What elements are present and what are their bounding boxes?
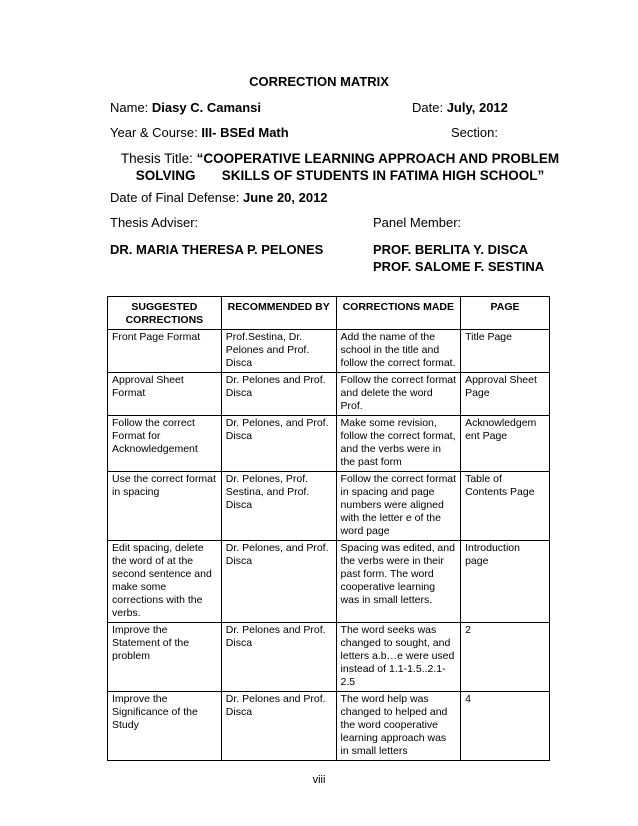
cell-page: Introduction page [461,541,550,623]
cell-corrections: Make some revision, follow the correct format, and the verbs were in the past form [336,416,461,472]
table-row [108,623,550,692]
thesis-title-line-2: SOLVING SKILLS OF STUDENTS IN FATIMA HIGH SCHOOL” [135,168,545,183]
adviser-name: DR. MARIA THERESA P. PELONES [110,242,324,257]
thesis-label: Thesis Title: [120,151,193,166]
header-suggested-corrections: SUGGESTED CORRECTIONS [108,297,222,330]
cell-suggested: Improve the Statement of the problem [108,623,222,692]
cell-recommended: Dr. Pelones and Prof. Disca [221,692,336,761]
cell-corrections: Follow the correct format in spacing and page numbers were aligned with the letter e of the word page [336,472,461,541]
panel-member-1: PROF. BERLITA Y. DISCA [373,242,529,257]
adviser-label: Thesis Adviser: [110,215,199,230]
cell-page: Table of Contents Page [461,472,550,541]
cell-recommended: Prof.Sestina, Dr. Pelones and Prof. Disca [221,330,336,373]
cell-suggested: Edit spacing, delete the word of at the second sentence and make some corrections with the verbs. [108,541,222,623]
table-row [108,373,550,416]
thesis-title-line-1: “COOPERATIVE LEARNING APPROACH AND PROBLEM [196,151,560,166]
cell-suggested: Front Page Format [108,330,222,373]
cell-suggested: Use the correct format in spacing [108,472,222,541]
cell-corrections: The word seeks was changed to sought, and letters a.b…e were used instead of 1.1-1.5..2.1-2.5 [336,623,461,692]
header-page: PAGE [461,297,550,330]
thesis-line-1 [110,150,570,167]
date-value: July, 2012 [446,100,508,115]
page-number: viii [312,774,326,786]
course-line [110,125,289,140]
cell-page: Title Page [461,330,550,373]
cell-recommended: Dr. Pelones and Prof. Disca [221,623,336,692]
table-header-row [108,297,550,330]
date-label: Date: [412,100,444,115]
course-value: III- BSEd Math [201,125,289,140]
name-label: Name: [110,100,149,115]
date-line [412,100,508,115]
cell-recommended: Dr. Pelones, and Prof. Disca [221,541,336,623]
cell-suggested: Follow the correct Format for Acknowledgement [108,416,222,472]
cell-recommended: Dr. Pelones, and Prof. Disca [221,416,336,472]
course-label: Year & Course: [110,125,198,140]
panel-label: Panel Member: [373,215,462,230]
cell-recommended: Dr. Pelones, Prof. Sestina, and Prof. Disca [221,472,336,541]
defense-label: Date of Final Defense: [110,190,240,205]
defense-line [110,190,328,205]
cell-page: 2 [461,623,550,692]
cell-corrections: The word help was changed to helped and the word cooperative learning approach was in small letters [336,692,461,761]
name-line [110,100,261,115]
header-corrections-made: CORRECTIONS MADE [336,297,461,330]
header-recommended-by: RECOMMENDED BY [221,297,336,330]
table-row [108,416,550,472]
correction-matrix-table [107,296,550,761]
panel-member-2: PROF. SALOME F. SESTINA [373,259,545,274]
cell-corrections: Add the name of the school in the title and follow the correct format. [336,330,461,373]
table-row [108,472,550,541]
defense-value: June 20, 2012 [242,190,328,205]
cell-suggested: Improve the Significance of the Study [108,692,222,761]
table-row [108,692,550,761]
cell-corrections: Follow the correct format and delete the word Prof. [336,373,461,416]
name-value: Diasy C. Camansi [151,100,262,115]
cell-recommended: Dr. Pelones and Prof. Disca [221,373,336,416]
cell-suggested: Approval Sheet Format [108,373,222,416]
cell-page: 4 [461,692,550,761]
cell-page: Approval Sheet Page [461,373,550,416]
cell-corrections: Spacing was edited, and the verbs were in their past form. The word cooperative learning was in small letters. [336,541,461,623]
section-label: Section: [451,125,498,140]
table-row [108,330,550,373]
cell-page: Acknowledgem ent Page [461,416,550,472]
thesis-title [110,150,570,184]
document-title: CORRECTION MATRIX [249,74,389,89]
table-row [108,541,550,623]
